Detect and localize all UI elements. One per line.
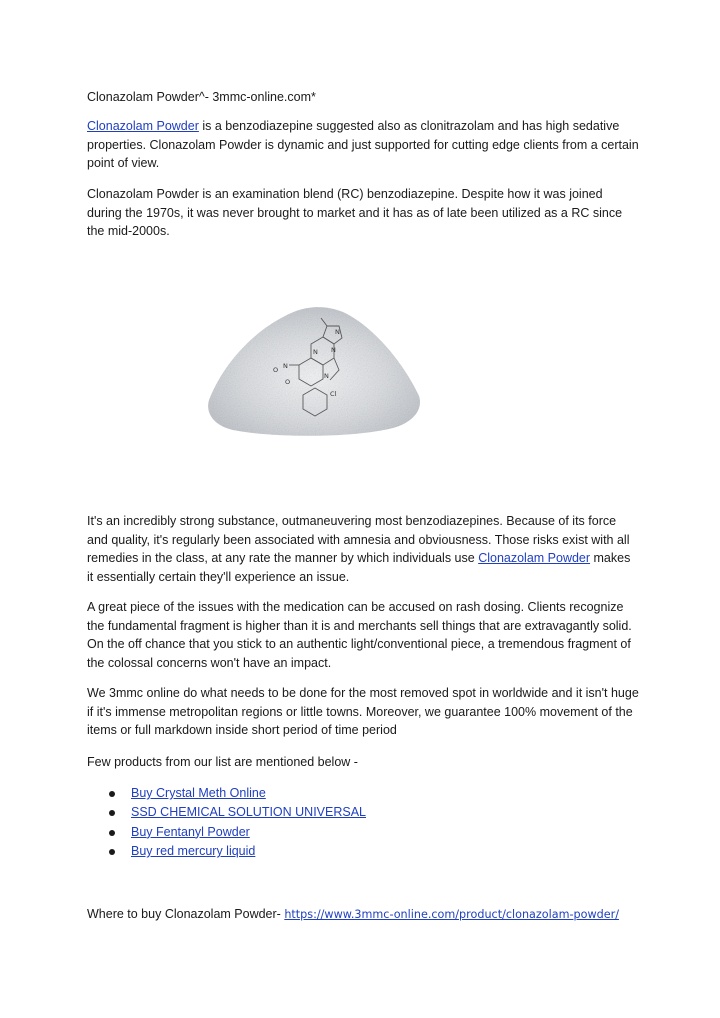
paragraph-products-intro: Few products from our list are mentioned below - [87, 755, 358, 769]
clonazolam-powder-link-2[interactable]: Clonazolam Powder [478, 551, 591, 566]
paragraph-dosing: A great piece of the issues with the medication can be accused on rash dosing. Clients recognize the fundamental fragment is higher than it is and merchants sell things that are extravagantly solid. On the off chance that you stick to an authentic light/conventional piece, a tremendous fragment of the colossal concerns won't have an impact. [87, 600, 632, 670]
product-link-red-mercury[interactable]: Buy red mercury liquid [131, 844, 256, 859]
where-to-buy-label: Where to buy Clonazolam Powder- [87, 907, 285, 921]
product-link-fentanyl[interactable]: Buy Fentanyl Powder [131, 824, 250, 839]
paragraph-strength-text-after: makes it essentially certain they'll experience an issue. [87, 551, 631, 584]
paragraph-description: Clonazolam Powder is an examination blend (RC) benzodiazepine. Despite how it was joined during the 1970s, it was never brought to market and it has as of late been utilized as a RC since the mid-2000s. [87, 187, 623, 239]
paragraph-strength-text-before: It's an incredibly strong substance, outmaneuvering most benzodiazepines. Because of its force and quality, it's regularly been associated with amnesia and obviousness. Those risks exist with all remedies in the class, at any rate the manner by which individuals use [87, 514, 630, 566]
document-title: Clonazolam Powder^- 3mmc-online.com* [87, 90, 316, 104]
paragraph-delivery: We 3mmc online do what needs to be done for the most removed spot in worldwide and it isn't huge if it's immense metropolitan regions or little towns. Moreover, we guarantee 100% movement of the items or full markdown inside short period of time period [87, 686, 639, 738]
molecule-label-o1: O [273, 366, 279, 374]
molecule-label-cl: Cl [330, 390, 337, 398]
list-item [108, 784, 366, 803]
powder-pile-illustration [203, 292, 425, 442]
paragraph-strength [87, 512, 639, 586]
clonazolam-powder-link[interactable]: Clonazolam Powder [87, 119, 199, 133]
list-item [108, 842, 366, 861]
molecule-label-n3: N [313, 348, 318, 356]
molecule-label-o2: O [285, 378, 291, 386]
product-list [108, 784, 366, 862]
molecule-label-n2: N [331, 346, 336, 354]
product-url-link[interactable]: https://www.3mmc-online.com/product/clonazolam-powder/ [284, 908, 619, 921]
product-link-ssd-chemical[interactable]: SSD CHEMICAL SOLUTION UNIVERSAL [131, 805, 367, 820]
powder-image [203, 292, 425, 442]
paragraph-intro-text: is a benzodiazepine suggested also as clonitrazolam and has high sedative properties. Clonazolam Powder is dynamic and just supported for cutting edge clients from a certain point of view. [87, 119, 639, 171]
product-link-crystal-meth[interactable]: Buy Crystal Meth Online [131, 786, 266, 800]
paragraph-intro [87, 117, 639, 173]
where-to-buy [87, 905, 639, 925]
molecule-label-n5: N [324, 372, 329, 380]
list-item [108, 803, 366, 822]
molecule-label-n4: N [283, 362, 288, 370]
molecule-label-n1: N [335, 328, 340, 336]
list-item [108, 823, 366, 842]
